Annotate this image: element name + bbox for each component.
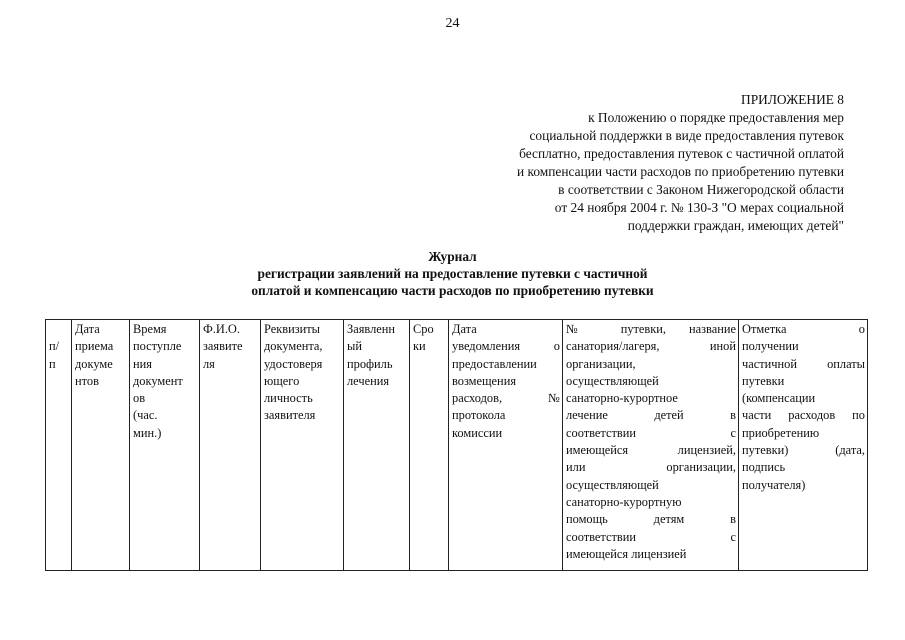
appendix-line: социальной поддержки в виде предоставления путевок xyxy=(529,128,844,143)
column-date-received: Дата приема докуме нтов xyxy=(72,320,130,571)
appendix-line: в соответствии с Законом Нижегородской области xyxy=(558,182,844,197)
column-time-received: Время поступле ния документ ов (час. мин.) xyxy=(130,320,200,571)
journal-title: Журнал xyxy=(428,249,477,264)
column-payment-mark: Отметка о получении частичной оплаты путевки (компенсации части расходов по приобретению путевки) (дата, подпись получателя) xyxy=(739,320,868,571)
column-voucher-organization: № путевки, название санатория/лагеря, иной организации, осуществляющей санаторно-курортное лечение детей в соответствии с имеющейся лицензией, или организации, осуществляющей санаторно-курортную помощь детям в соответствии с имеющейся лицензией xyxy=(563,320,739,571)
appendix-line: к Положению о порядке предоставления мер xyxy=(588,110,844,125)
table-header-row xyxy=(46,320,868,571)
page-number: 24 xyxy=(445,16,460,31)
column-terms: Сро ки xyxy=(410,320,449,571)
appendix-line: поддержки граждан, имеющих детей" xyxy=(627,218,844,233)
journal-subtitle-line: оплатой и компенсацию части расходов по приобретению путевки xyxy=(251,283,654,298)
journal-subtitle-line: регистрации заявлений на предоставление путевки с частичной xyxy=(257,266,648,281)
appendix-line: и компенсации части расходов по приобретению путевки xyxy=(516,164,844,179)
column-treatment-profile: Заявленн ый профиль лечения xyxy=(344,320,410,571)
appendix-line: бесплатно, предоставления путевок с частичной оплатой xyxy=(519,146,844,161)
appendix-line: от 24 ноября 2004 г. № 130-З "О мерах социальной xyxy=(554,200,844,215)
appendix-header xyxy=(424,91,844,235)
column-id-document: Реквизиты документа, удостоверя ющего личность заявителя xyxy=(261,320,344,571)
column-number: п/ п xyxy=(46,320,72,571)
appendix-line: ПРИЛОЖЕНИЕ 8 xyxy=(741,92,844,107)
journal-heading xyxy=(0,248,905,299)
column-applicant-name: Ф.И.О. заявите ля xyxy=(200,320,261,571)
column-notification-date: Дата уведомления о предоставлении возмещения расходов, № протокола комиссии xyxy=(449,320,563,571)
registration-journal-table xyxy=(45,319,868,571)
